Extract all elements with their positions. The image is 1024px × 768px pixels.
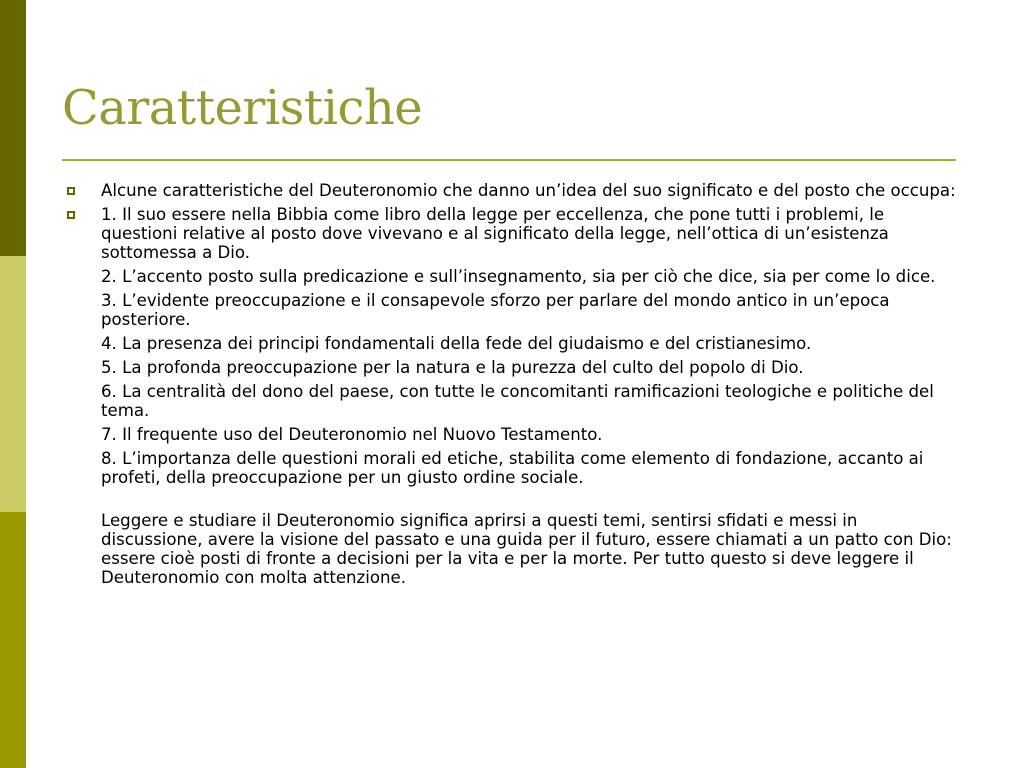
list-item: 7. Il frequente uso del Deuteronomio nel Nuovo Testamento. (101, 425, 603, 444)
side-bar-middle (0, 256, 26, 512)
square-bullet-icon (67, 211, 75, 219)
slide-title: Caratteristiche (62, 80, 423, 136)
list-item: 3. L’evidente preoccupazione e il consapevole sforzo per parlare del mondo antico in un’epoca posteriore. (101, 291, 890, 329)
side-bar-top (0, 0, 26, 256)
list-item: 6. La centralità del dono del paese, con tutte le concomitanti ramificazioni teologiche e politiche del tema. (101, 382, 934, 420)
list-item: 2. L’accento posto sulla predicazione e sull’insegnamento, sia per ciò che dice, sia per come lo dice. (101, 267, 936, 286)
bullet-text: Alcune caratteristiche del Deuteronomio che danno un’idea del suo significato e del posto che occupa: (101, 181, 956, 200)
slide-body (62, 181, 962, 592)
bullet-item (62, 181, 962, 200)
bullet-text: 1. Il suo essere nella Bibbia come libro della legge per eccellenza, che pone tutti i problemi, le questioni relative al posto dove vivevano e al significato della legge, nell’ottica di un’esistenza sottomessa a Dio. (101, 205, 889, 262)
conclusion-paragraph: Leggere e studiare il Deuteronomio significa aprirsi a questi temi, sentirsi sfidati e messi in discussione, avere la visione del passato e una guida per il futuro, essere chiamati a un patto con Dio: essere cioè posti di fronte a decisioni per la vita e per la morte. Per tutto questo si deve leggere il Deuteronomio con molta attenzione. (101, 511, 952, 587)
spacer (62, 492, 962, 511)
title-divider (62, 159, 956, 161)
side-bar-bottom (0, 512, 26, 768)
list-item: 8. L’importanza delle questioni morali ed etiche, stabilita come elemento di fondazione, accanto ai profeti, della preoccupazione per un giusto ordine sociale. (101, 449, 924, 487)
list-item: 4. La presenza dei principi fondamentali della fede del giudaismo e del cristianesimo. (101, 334, 812, 353)
square-bullet-icon (67, 187, 75, 195)
bullet-item (62, 205, 962, 262)
list-item: 5. La profonda preoccupazione per la natura e la purezza del culto del popolo di Dio. (101, 358, 804, 377)
